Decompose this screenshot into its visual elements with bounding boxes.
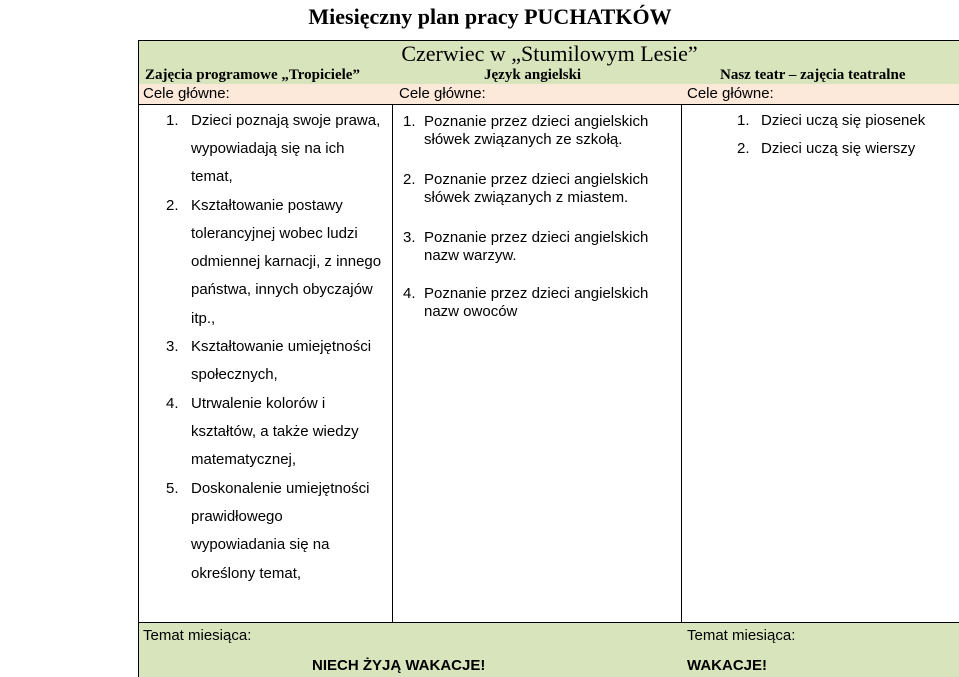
col1-header: Zajęcia programowe „Tropiciele” bbox=[145, 67, 360, 83]
column-divider bbox=[681, 105, 682, 623]
document-title: Miesięczny plan pracy PUCHATKÓW bbox=[308, 4, 672, 29]
col1-goal-3-line: Kształtowanie umiejętności bbox=[191, 338, 372, 355]
col1-goal-5-num: 5. bbox=[166, 480, 179, 497]
plan-table bbox=[138, 40, 959, 674]
column-headers bbox=[138, 66, 959, 84]
col2-goal-num: 4. bbox=[403, 285, 416, 302]
col3-goal-text: Dzieci uczą się wierszy bbox=[761, 140, 916, 157]
col1-goal-4-num: 4. bbox=[166, 395, 179, 412]
temat-label-col1: Temat miesiąca: bbox=[143, 627, 252, 644]
col1-goal-1-num: 1. bbox=[166, 112, 179, 129]
col1-goal-5-line: wypowiadania się na bbox=[191, 536, 330, 553]
col1-goal-1-line: temat, bbox=[191, 168, 233, 185]
col1-goal-5-line: prawidłowego bbox=[191, 508, 283, 525]
col2-goal-num: 2. bbox=[403, 171, 416, 188]
col3-header: Nasz teatr – zajęcia teatralne bbox=[720, 67, 906, 83]
col1-goal-2-line: państwa, innych obyczajów bbox=[191, 281, 373, 298]
temat-value-main: NIECH ŻYJĄ WAKACJE! bbox=[312, 657, 486, 674]
temat-row bbox=[138, 622, 959, 677]
col1-goal-2-line: odmiennej karnacji, z innego bbox=[191, 253, 382, 270]
col2-header: Język angielski bbox=[484, 67, 582, 83]
col1-goal-2-line: Kształtowanie postawy bbox=[191, 197, 343, 214]
col1-goal-5-line: Doskonalenie umiejętności bbox=[191, 480, 370, 497]
col1-goal-3-line: społecznych, bbox=[191, 366, 278, 383]
col1-goal-1-line: wypowiadają się na ich bbox=[191, 140, 345, 157]
cele-label-col2: Cele główne: bbox=[399, 85, 486, 102]
col3-goal-text: Dzieci uczą się piosenek bbox=[761, 112, 926, 129]
temat-label-col3: Temat miesiąca: bbox=[687, 627, 796, 644]
col2-goal-text: Poznanie przez dzieci angielskich nazw owoców bbox=[424, 285, 649, 320]
col1-goal-2-line: tolerancyjnej wobec ludzi bbox=[191, 225, 358, 242]
goals-row bbox=[138, 104, 959, 623]
col1-goal-4-line: kształtów, a także wiedzy bbox=[191, 423, 359, 440]
col2-goal-num: 3. bbox=[403, 229, 416, 246]
column-divider bbox=[392, 105, 393, 623]
month-title: Czerwiec w „Stumilowym Lesie” bbox=[138, 40, 959, 67]
col1-goal-4-line: Utrwalenie kolorów i bbox=[191, 395, 326, 412]
col1-goal-1-line: Dzieci poznają swoje prawa, bbox=[191, 112, 381, 129]
cele-row bbox=[138, 84, 959, 104]
col3-goal-num: 2. bbox=[737, 140, 750, 157]
cele-label-col1: Cele główne: bbox=[143, 85, 230, 102]
col2-goal-text: Poznanie przez dzieci angielskich słówek związanych z miastem. bbox=[424, 171, 649, 206]
cele-label-col3: Cele główne: bbox=[687, 85, 774, 102]
col1-goal-3-num: 3. bbox=[166, 338, 179, 355]
col1-goal-4-line: matematycznej, bbox=[191, 451, 297, 468]
col1-goal-2-num: 2. bbox=[166, 197, 179, 214]
col1-goal-2-line: itp., bbox=[191, 310, 216, 327]
col3-goal-num: 1. bbox=[737, 112, 750, 129]
col2-goal-text: Poznanie przez dzieci angielskich nazw warzyw. bbox=[424, 229, 649, 264]
col1-goal-5-line: określony temat, bbox=[191, 565, 302, 582]
col2-goal-text: Poznanie przez dzieci angielskich słówek związanych ze szkołą. bbox=[424, 113, 649, 148]
col2-goal-num: 1. bbox=[403, 113, 416, 130]
temat-value-col3: WAKACJE! bbox=[687, 657, 768, 674]
